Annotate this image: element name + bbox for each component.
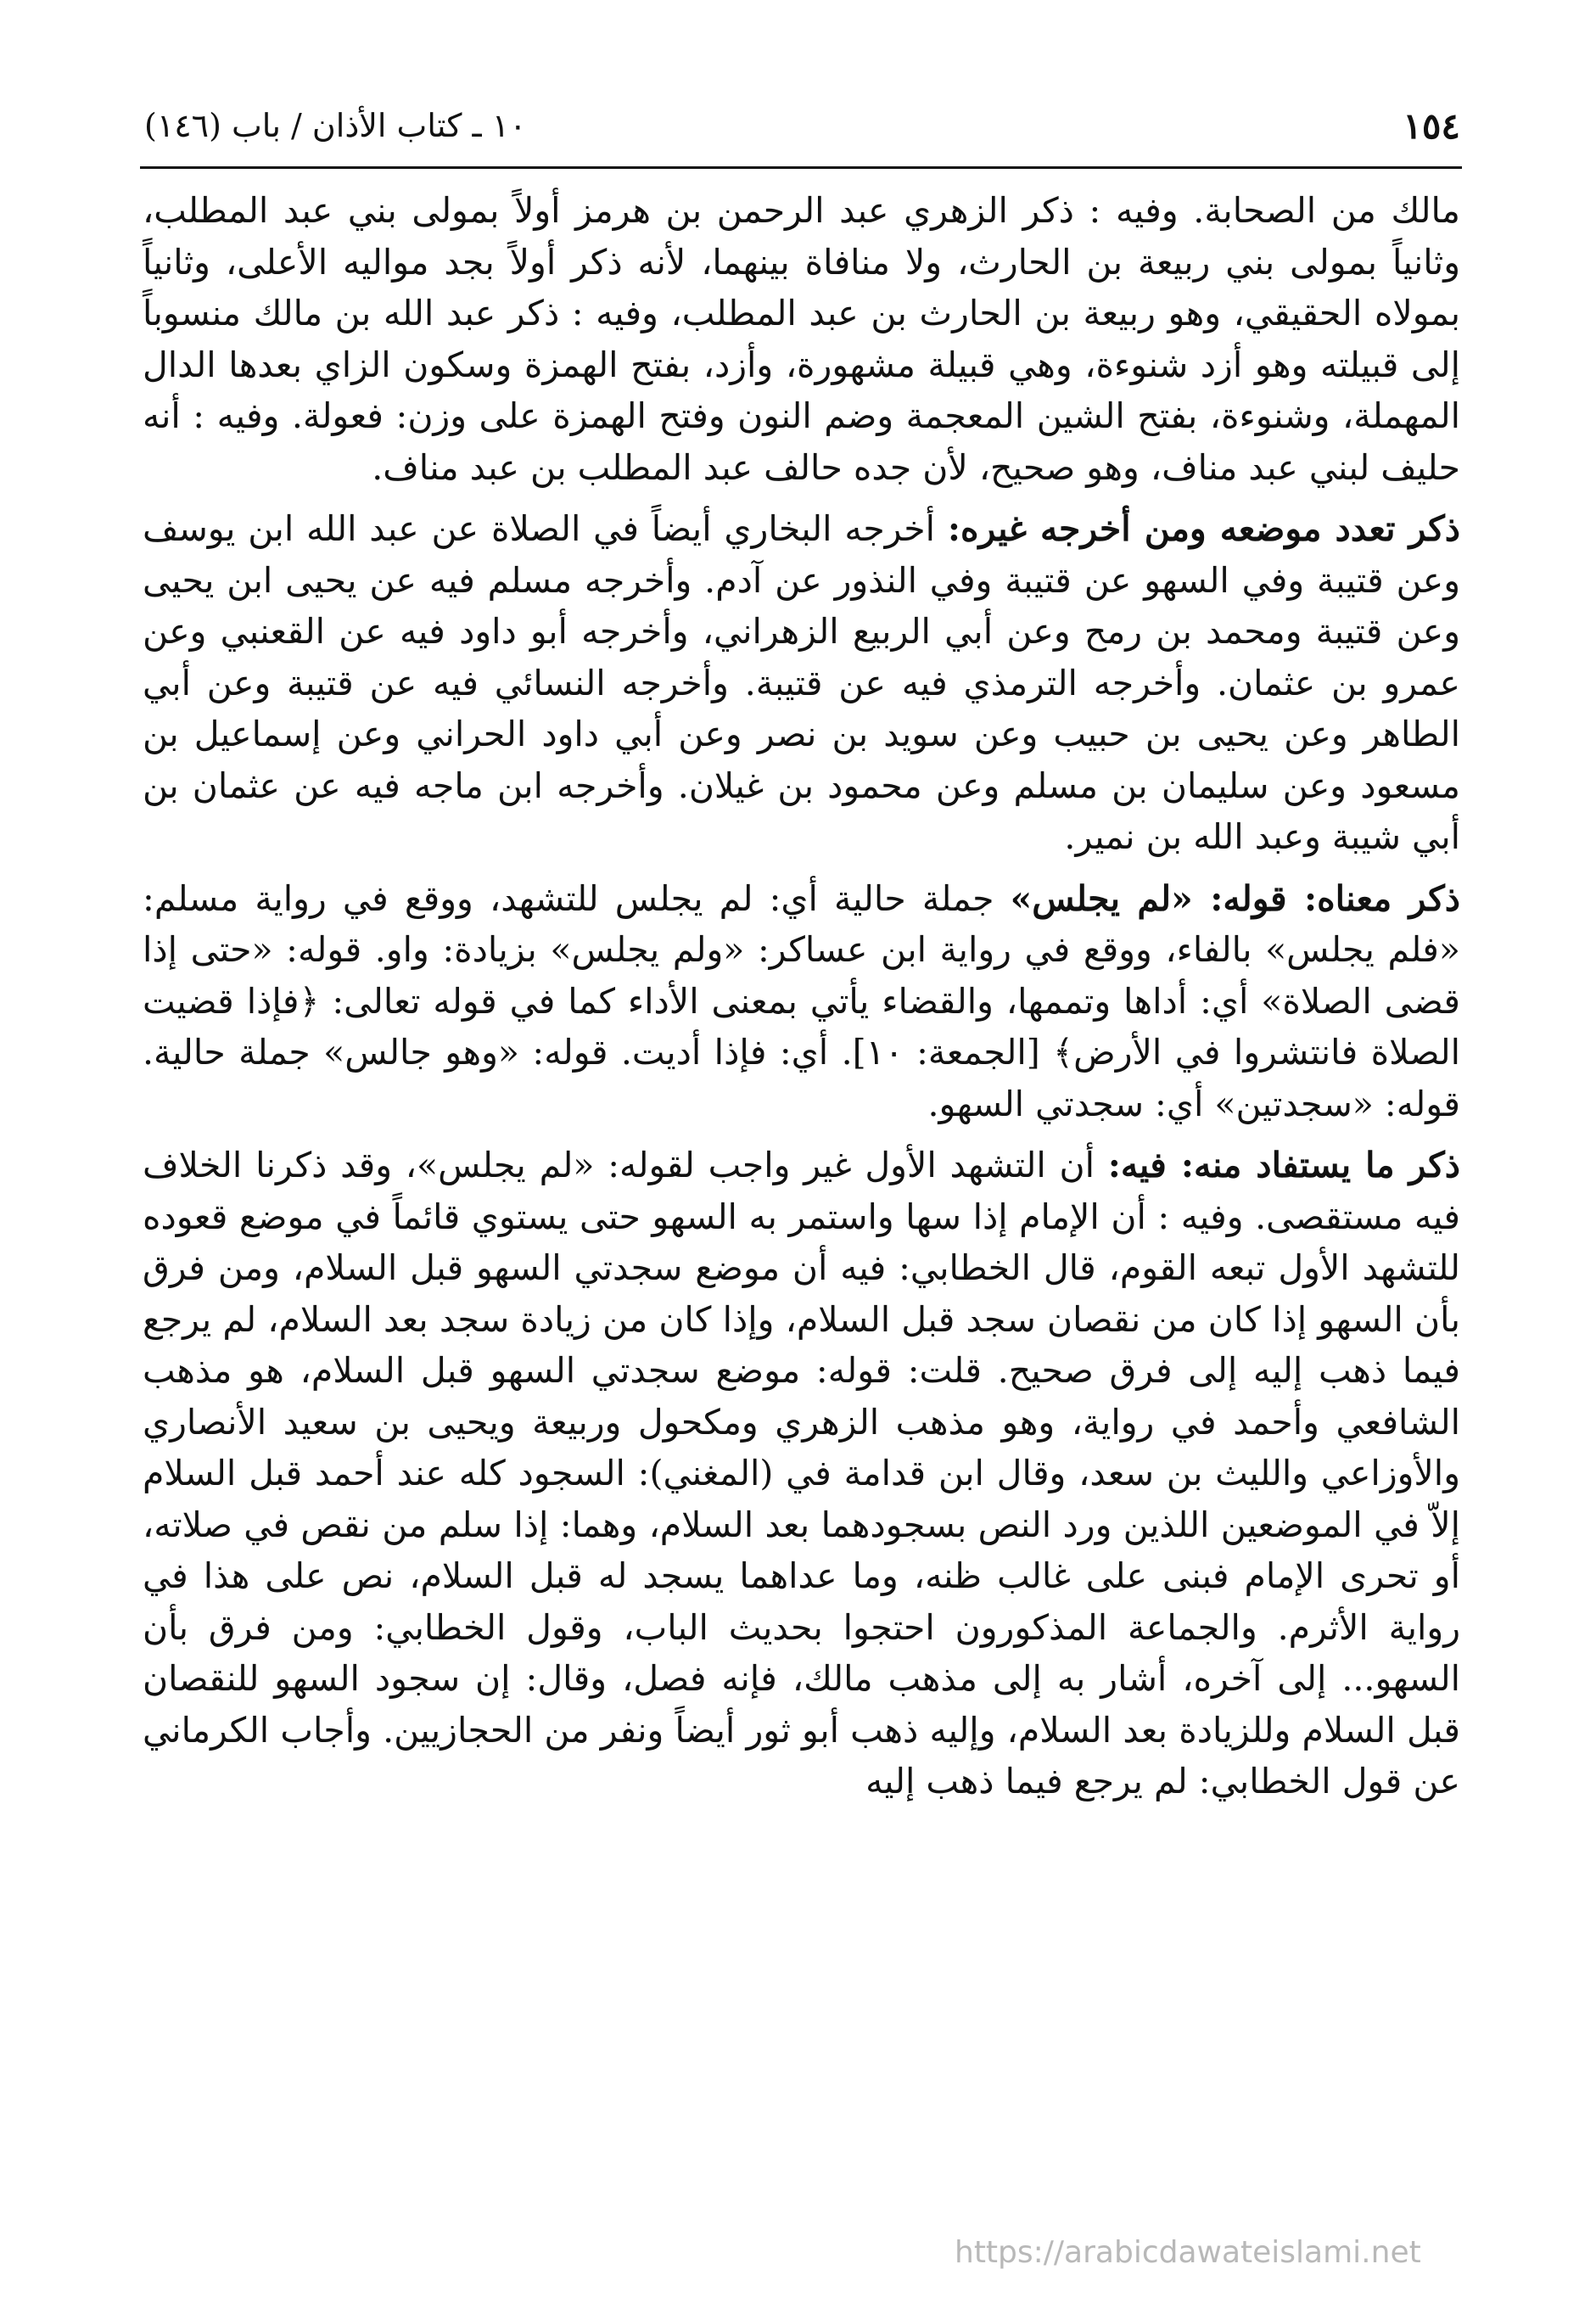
paragraph-text: جملة حالية أي: لم يجلس للتشهد، ووقع في رواية مسلم: «فلم يجلس» بالفاء، ووقع في رواية ابن عساكر: «ولم يجلس» بزيادة: واو. قوله: «حتى إذا قضى الصلاة» أي: أداها وتممها، والقضاء يأتي بمعنى الأداء كما في قوله تعالى: ﴿فإذا قضيت الصلاة فانتشروا في الأرض﴾ [الجمعة: ١٠]. أي: فإذا أديت. قوله: «وهو جالس» جملة حالية. قوله: «سجدتين» أي: سجدتي السهو. — [143, 877, 1461, 1124]
section-label: ذكر ما يستفاد منه: فيه: — [1107, 1145, 1460, 1185]
paragraph-text: أن التشهد الأول غير واجب لقوله: «لم يجلس»، وقد ذكرنا الخلاف فيه مستقصى. وفيه : أن الإمام إذا سها واستمر به السهو حتى يستوي قائماً في موضع قعوده للتشهد الأول تبعه القوم، قال الخطابي: فيه أن موضع سجدتي السهو قبل السلام، ومن فرق بأن السهو إذا كان من نقصان سجد قبل السلام، وإذا كان من زيادة سجد بعد السلام، لم يرجع فيما ذهب إليه إلى فرق صحيح. قلت: قوله: موضع سجدتي السهو قبل السلام، هو مذهب الشافعي وأحمد في رواية، وهو مذهب الزهري ومكحول وربيعة ويحيى بن سعيد الأنصاري والأوزاعي والليث بن سعد، وقال ابن قدامة في (المغني): السجود كله عند أحمد قبل السلام إلاّ في الموضعين اللذين ورد النص بسجودهما بعد السلام، وهما: إذا سلم من نقص في صلاته، أو تحرى الإمام فبنى على غالب ظنه، وما عداهما يسجد له قبل السلام، نص على هذا في رواية الأثرم. والجماعة المذكورون احتجوا بحديث الباب، وقول الخطابي: ومن فرق بأن السهو... إلى آخره، أشار به إلى مذهب مالك، فإنه فصل، وقال: إن سجود السهو للنقصان قبل السلام وللزيادة بعد السلام، وإليه ذهب أبو ثور أيضاً ونفر من الحجازيين. وأجاب الكرماني عن قول الخطابي: لم يرجع فيما ذهب إليه — [143, 1145, 1460, 1801]
paragraph — [143, 185, 1460, 493]
chapter-title: ١٠ ـ كتاب الأذان / باب (١٤٦) — [144, 107, 527, 144]
paragraph — [143, 1140, 1460, 1807]
running-header — [144, 102, 1460, 165]
section-label: ذكر معناه: قوله: «لم يجلس» — [1010, 877, 1460, 919]
paragraph — [143, 873, 1460, 1130]
paragraph-text: أخرجه البخاري أيضاً في الصلاة عن عبد الله ابن يوسف وعن قتيبة وفي السهو عن قتيبة وفي النذور عن آدم. وأخرجه مسلم فيه عن يحيى ابن يحيى وعن قتيبة ومحمد بن رمح وعن أبي الربيع الزهراني، وأخرجه أبو داود فيه عن القعنبي وعن عمرو بن عثمان. وأخرجه الترمذي فيه عن قتيبة. وأخرجه النسائي فيه عن قتيبة وعن أبي الطاهر وعن يحيى بن حبيب وعن سويد بن نصر وعن أبي داود الحراني وعن إسماعيل بن مسعود وعن سليمان بن مسلم وعن محمود بن غيلان. وأخرجه ابن ماجه فيه عن عثمان بن أبي شيبة وعبد الله بن نمير. — [143, 508, 1460, 857]
paragraph — [143, 503, 1460, 863]
header-rule — [140, 166, 1462, 169]
paragraph-text: مالك من الصحابة. وفيه : ذكر الزهري عبد الرحمن بن هرمز أولاً بمولى بني عبد المطلب، وثانياً بمولى بني ربيعة بن الحارث، ولا منافاة بينهما، لأنه ذكر أولاً بجد مواليه الأعلى، وثانياً بمولاه الحقيقي، وهو ربيعة بن الحارث بن عبد المطلب، وفيه : ذكر عبد الله بن مالك منسوباً إلى قبيلته وهو أزد شنوءة، وهي قبيلة مشهورة، وأزد، بفتح الهمزة وسكون الزاي بعدها الدال المهملة، وشنوءة، بفتح الشين المعجمة وضم النون وفتح الهمزة على وزن: فعولة. وفيه : أنه حليف لبني عبد مناف، وهو صحيح، لأن جده حالف عبد المطلب بن عبد مناف. — [143, 190, 1460, 488]
page-number: ١٥٤ — [1403, 105, 1460, 147]
watermark-url: https://arabicdawateislami.net — [955, 2235, 1421, 2270]
main-text — [143, 185, 1460, 1818]
section-label: ذكر تعدد موضعه ومن أخرجه غيره: — [947, 508, 1460, 549]
